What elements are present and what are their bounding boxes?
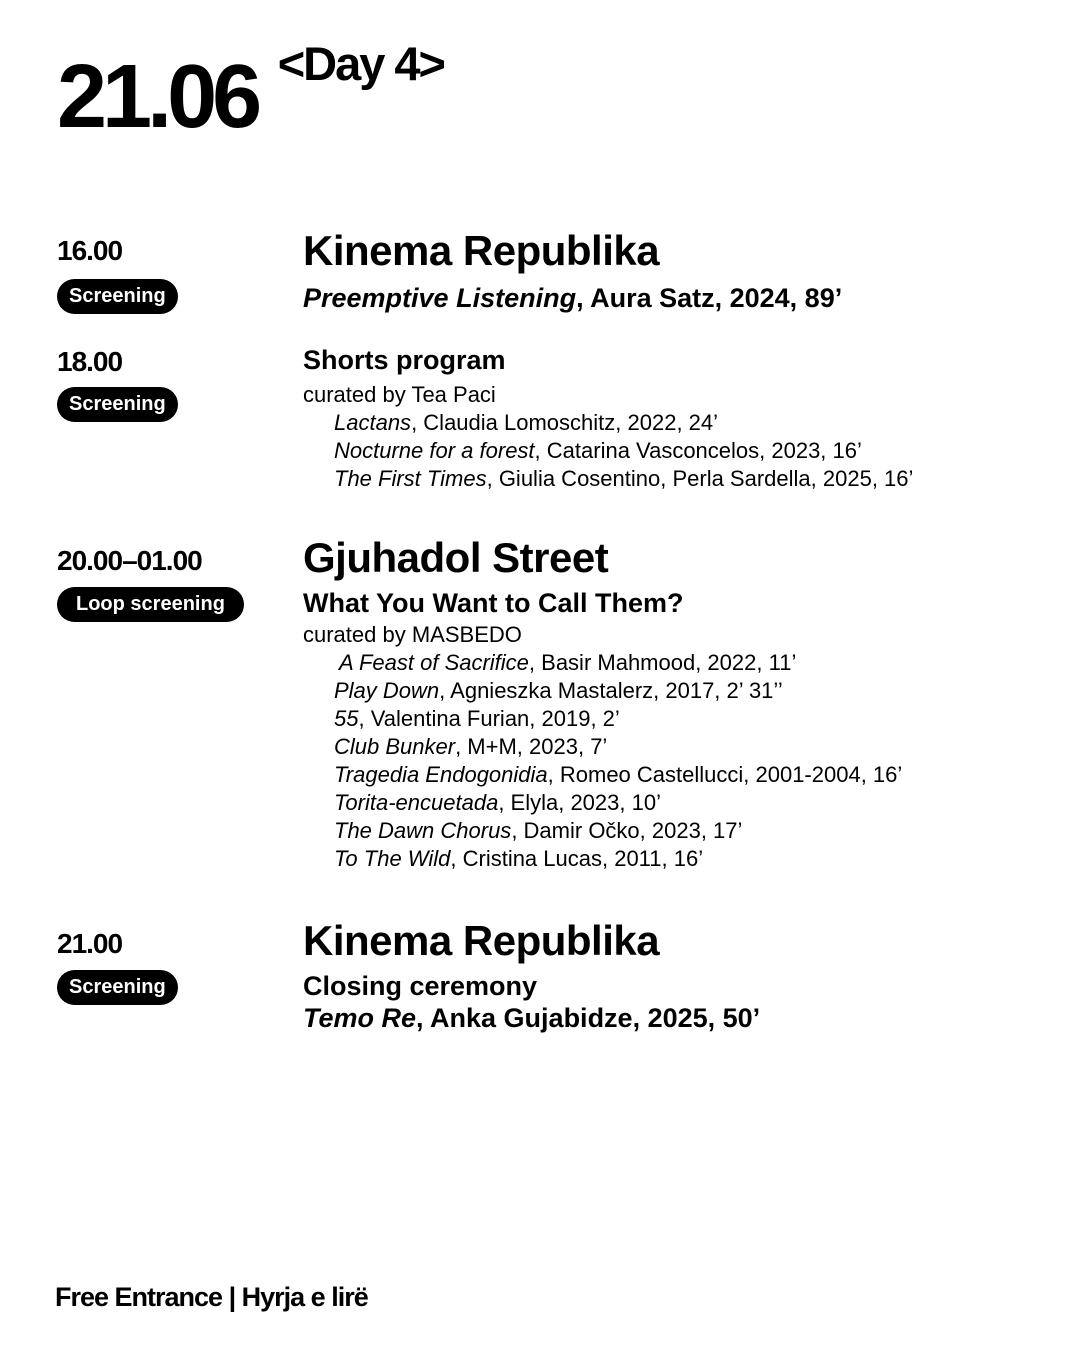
event-type-badge: Screening	[57, 387, 178, 422]
film-title: To The Wild	[334, 846, 451, 872]
film-title: Torita-encuetada	[334, 790, 499, 816]
event-type-badge: Loop screening	[57, 587, 244, 622]
film-title: Preemptive Listening	[303, 283, 577, 313]
event-content	[303, 344, 1063, 493]
list-item	[303, 817, 1063, 845]
program-title: Shorts program	[303, 345, 506, 375]
list-item	[303, 677, 1063, 705]
film-title: Tragedia Endogonidia	[334, 762, 548, 788]
venue-name: Kinema Republika	[303, 227, 660, 274]
film-details: , Elyla, 2023, 10’	[498, 790, 661, 816]
page-header	[57, 37, 444, 147]
film-title: Lactans	[334, 410, 412, 436]
film-list	[303, 409, 1063, 493]
film-title: Nocturne for a forest	[334, 438, 535, 464]
film-details: , M+M, 2023, 7’	[455, 734, 608, 760]
list-item	[303, 845, 1063, 873]
film-details: , Agnieszka Mastalerz, 2017, 2’ 31’’	[439, 678, 783, 704]
film-details: , Claudia Lomoschitz, 2022, 24’	[411, 410, 719, 436]
venue-name: Kinema Republika	[303, 917, 660, 964]
event-date: 21.06	[57, 47, 258, 147]
film-title: Play Down	[334, 678, 440, 704]
film-details: , Anka Gujabidze, 2025, 50’	[416, 1003, 761, 1034]
event-type-badge: Screening	[57, 970, 178, 1005]
day-label: <Day 4>	[277, 37, 444, 90]
venue-name: Gjuhadol Street	[303, 534, 609, 581]
entrance-note: Free Entrance | Hyrja e lirë	[55, 1282, 368, 1312]
film-details: , Damir Očko, 2023, 17’	[511, 818, 743, 844]
film-details: , Giulia Cosentino, Perla Sardella, 2025, 16’	[486, 466, 914, 492]
featured-film	[303, 282, 1063, 314]
event-time: 21.00	[57, 928, 123, 959]
film-details: , Catarina Vasconcelos, 2023, 16’	[534, 438, 862, 464]
film-title: Temo Re	[303, 1003, 417, 1034]
event-time: 16.00	[57, 235, 123, 266]
film-title: 55	[334, 706, 359, 732]
event-time: 18.00	[57, 346, 123, 377]
film-title: The First Times	[334, 466, 487, 492]
list-item	[303, 789, 1063, 817]
film-title: Club Bunker	[334, 734, 456, 760]
featured-film	[303, 1002, 1063, 1034]
list-item	[303, 649, 1063, 677]
list-item	[303, 465, 1063, 493]
film-details: , Basir Mahmood, 2022, 11’	[528, 650, 797, 676]
program-title: What You Want to Call Them?	[303, 588, 684, 618]
curator-line: curated by Tea Paci	[303, 382, 496, 408]
film-details: , Aura Satz, 2024, 89’	[576, 283, 843, 313]
event-content	[303, 227, 1063, 314]
list-item	[303, 761, 1063, 789]
list-item	[303, 705, 1063, 733]
event-content	[303, 917, 1063, 1035]
event-type-badge: Screening	[57, 279, 178, 314]
curator-line: curated by MASBEDO	[303, 622, 522, 648]
film-details: , Romeo Castellucci, 2001-2004, 16’	[547, 762, 903, 788]
film-details: , Valentina Furian, 2019, 2’	[358, 706, 620, 732]
film-details: , Cristina Lucas, 2011, 16’	[450, 846, 704, 872]
list-item	[303, 733, 1063, 761]
event-time: 20.00–01.00	[57, 545, 202, 576]
event-content	[303, 534, 1063, 873]
film-list	[303, 649, 1063, 873]
program-title: Closing ceremony	[303, 971, 538, 1001]
list-item	[303, 437, 1063, 465]
film-title: The Dawn Chorus	[334, 818, 512, 844]
list-item	[303, 409, 1063, 437]
film-title: A Feast of Sacrifice	[339, 650, 529, 676]
